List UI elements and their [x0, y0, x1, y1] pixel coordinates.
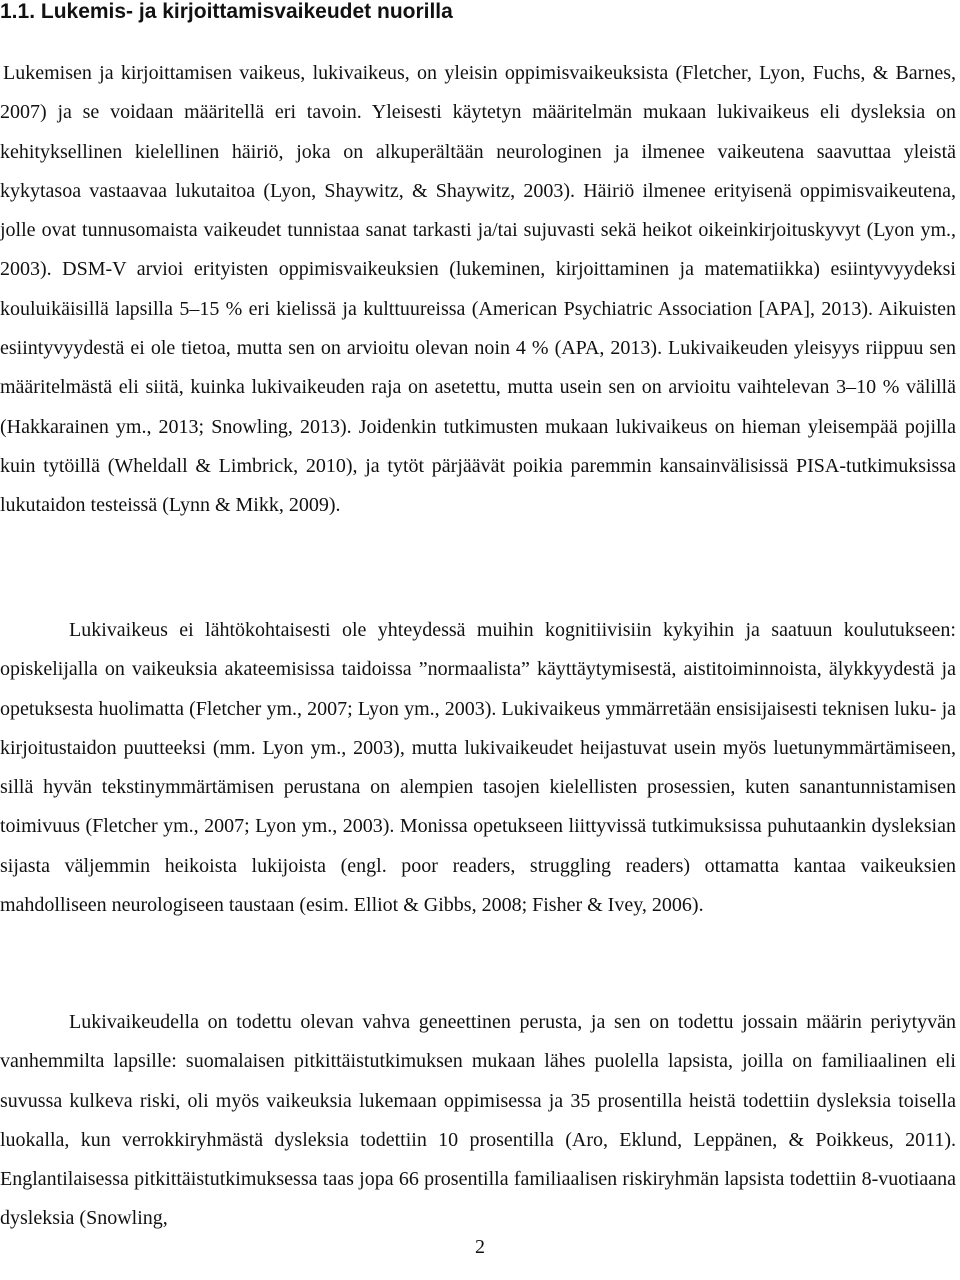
- body-paragraph: Lukemisen ja kirjoittamisen vaikeus, lukivaikeus, on yleisin oppimisvaikeuksista (Fletcher, Lyon, Fuchs, & Barnes, 2007) ja se voidaan määritellä eri tavoin. Yleisesti käytetyn määritelmän mukaan lukivaikeus eli dysleksia on kehityksellinen kielellinen häiriö, joka on alkuperältään neurologinen ja ilmenee vaikeutena saavuttaa yleistä kykytasoa vastaavaa lukutaitoa (Lyon, Shaywitz, & Shaywitz, 2003). Häiriö ilmenee erityisenä oppimisvaikeutena, jolle ovat tunnusomaista vaikeudet tunnistaa sanat tarkasti ja/tai sujuvasti sekä heikot oikeinkirjoituskyvyt (Lyon ym., 2003). DSM-V arvioi erityisten oppimisvaikeuksien (lukeminen, kirjoittaminen ja matematiikka) esiintyvyydeksi kouluikäisillä lapsilla 5–15 % eri kielissä ja kulttuureissa (American Psychiatric Association [APA], 2013). Aikuisten esiintyvyydestä ei ole tietoa, mutta sen on arvioitu olevan noin 4 % (APA, 2013). Lukivaikeuden yleisyys riippuu sen määritelmästä eli siitä, kuinka lukivaikeuden raja on asetettu, mutta usein sen on arvioitu vaihtelevan 3–10 % välillä (Hakkarainen ym., 2013; Snowling, 2013). Joidenkin tutkimusten mukaan lukivaikeus on hieman yleisempää pojilla kuin tytöillä (Wheldall & Limbrick, 2010), ja tytöt pärjäävät poikia paremmin kansainvälisissä PISA-tutkimuksissa lukutaidon testeissä (Lynn & Mikk, 2009).: [0, 62, 956, 517]
- body-paragraph: Lukivaikeus ei lähtökohtaisesti ole yhteydessä muihin kognitiivisiin kykyihin ja saatuun koulutukseen: opiskelijalla on vaikeuksia akateemisissa taidoissa ”normaalista” käyttäytymisestä, aistitoiminnoista, älykkyydestä ja opetuksesta huolimatta (Fletcher ym., 2007; Lyon ym., 2003). Lukivaikeus ymmärretään ensisijaisesti teknisen luku- ja kirjoitustaidon puutteeksi (mm. Lyon ym., 2003), mutta lukivaikeudet heijastuvat usein myös luetunymmärtämiseen, sillä hyvän tekstinymmärtämisen perustana on alempien tasojen kielellisten prosessien, kuten sanantunnistamisen toimivuus (Fletcher ym., 2007; Lyon ym., 2003). Monissa opetukseen liittyvissä tutkimuksissa puhutaankin dysleksian sijasta väljemmin heikoista lukijoista (engl. poor readers, struggling readers) ottamatta kantaa vaikeuksien mahdolliseen neurologiseen taustaan (esim. Elliot & Gibbs, 2008; Fisher & Ivey, 2006).: [0, 619, 956, 917]
- body-paragraph: Lukivaikeudella on todettu olevan vahva geneettinen perusta, ja sen on todettu jossain määrin periytyvän vanhemmilta lapsille: suomalaisen pitkittäistutkimuksen mukaan lähes puolella lapsista, joilla on familiaalinen eli suvussa kulkeva riski, oli myös vaikeuksia lukemaan oppimisessa ja 35 prosentilla heistä todettiin dysleksia toisella luokalla, kun verrokkiryhmästä dysleksia todettiin 10 prosentilla (Aro, Eklund, Leppänen, & Poikkeus, 2011). Englantilaisessa pitkittäistutkimuksessa taas jopa 66 prosentilla familiaalisen riskiryhmän lapsista todettiin 8-vuotiaana dysleksia (Snowling,: [0, 1011, 956, 1230]
- section-heading: 1.1. Lukemis- ja kirjoittamisvaikeudet nuorilla: [0, 0, 453, 23]
- page-number: 2: [475, 1236, 485, 1258]
